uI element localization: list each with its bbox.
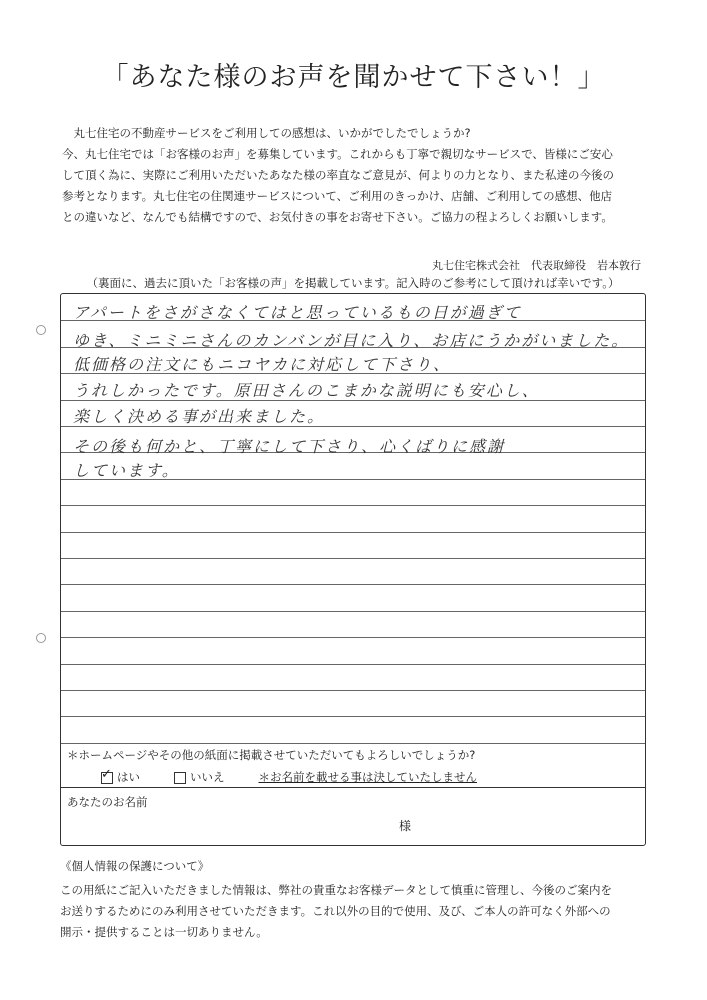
checkbox-icon[interactable] (174, 772, 186, 784)
punch-hole-icon (36, 633, 46, 643)
ruled-line (61, 743, 645, 744)
intro-line: して頂く為に、実際にご利用いただいたあなた様の率直なご意見が、何よりの力となり、また私達の今後の (62, 168, 614, 182)
ruled-line (61, 690, 645, 691)
privacy-line: 開示・提供することは一切ありません。 (60, 925, 268, 939)
page-title: 「あなた様のお声を聞かせて下さい！」 (101, 62, 606, 93)
consent-question: ＊ホームページやその他の紙面に掲載させていただいてもよろしいでしょうか? (67, 748, 476, 762)
punch-hole-icon (36, 325, 46, 335)
name-privacy-note: ＊お名前を載せる事は決していたしません (258, 770, 477, 784)
privacy-title: 《個人情報の保護について》 (60, 859, 210, 873)
handwritten-line: 低価格の注文にもニコヤカに対応して下さり、 (73, 355, 452, 374)
ruled-line (61, 611, 645, 612)
privacy-line: お送りするためにのみ利用させていただきます。これ以外の目的で使用、及び、ご本人の許可なく外部への (60, 904, 611, 918)
honorific-suffix: 様 (399, 819, 412, 833)
consent-yes-label: はい (117, 770, 140, 784)
intro-line: 丸七住宅の不動産サービスをご利用しての感想は、いかがでしたでしょうか? (62, 126, 471, 140)
intro-line: 今、丸七住宅では「お客様のお声」を募集しています。これからも丁寧で親切なサービスで、皆様にご安心 (62, 147, 613, 161)
handwritten-line: うれしかったです。原田さんのこまかな説明にも安心し、 (73, 381, 540, 400)
handwritten-line: その後も何かと、丁寧にして下さり、心くばりに感謝 (73, 437, 506, 456)
handwritten-line: 楽しく決める事が出来ました。 (73, 407, 326, 426)
ruled-line (61, 558, 645, 559)
feedback-form (60, 293, 646, 846)
ruled-line (61, 716, 645, 717)
consent-no-option[interactable] (174, 769, 225, 785)
divider (61, 787, 645, 788)
ruled-line (61, 532, 645, 533)
consent-no-label: いいえ (190, 770, 225, 784)
ruled-line (61, 505, 645, 506)
intro-line: との違いなど、なんでも結構ですので、お気付きの事をお寄せ下さい。ご協力の程よろしくお願いします。 (62, 210, 613, 224)
consent-yes-option[interactable] (101, 769, 140, 785)
ruled-line (61, 637, 645, 638)
name-label: あなたのお名前 (67, 795, 148, 809)
privacy-text (60, 880, 660, 943)
ruled-line (61, 664, 645, 665)
intro-text (62, 123, 652, 228)
consent-options (101, 769, 477, 785)
reference-note: （裏面に、過去に頂いた「お客様の声」を掲載しています。記入時のご参考にして頂ければ幸いです。） (86, 276, 620, 290)
checkbox-icon[interactable] (101, 772, 113, 784)
company-signature: 丸七住宅株式会社 代表取締役 岩本敦行 (432, 259, 641, 272)
handwritten-line: アパートをさがさなくてはと思っているもの日が過ぎて (73, 303, 522, 322)
privacy-line: この用紙にご記入いただきました情報は、弊社の貴重なお客様データとして慎重に管理し、今後のご案内を (60, 883, 612, 897)
handwritten-line: ゆき、ミニミニさんのカンバンが目に入り、お店にうかがいました。 (73, 331, 630, 350)
handwritten-line: しています。 (73, 461, 180, 480)
intro-line: 参考となります。丸七住宅の住関連サービスについて、ご利用のきっかけ、店舗、ご利用しての感想、他店 (62, 189, 613, 203)
ruled-line (61, 584, 645, 585)
